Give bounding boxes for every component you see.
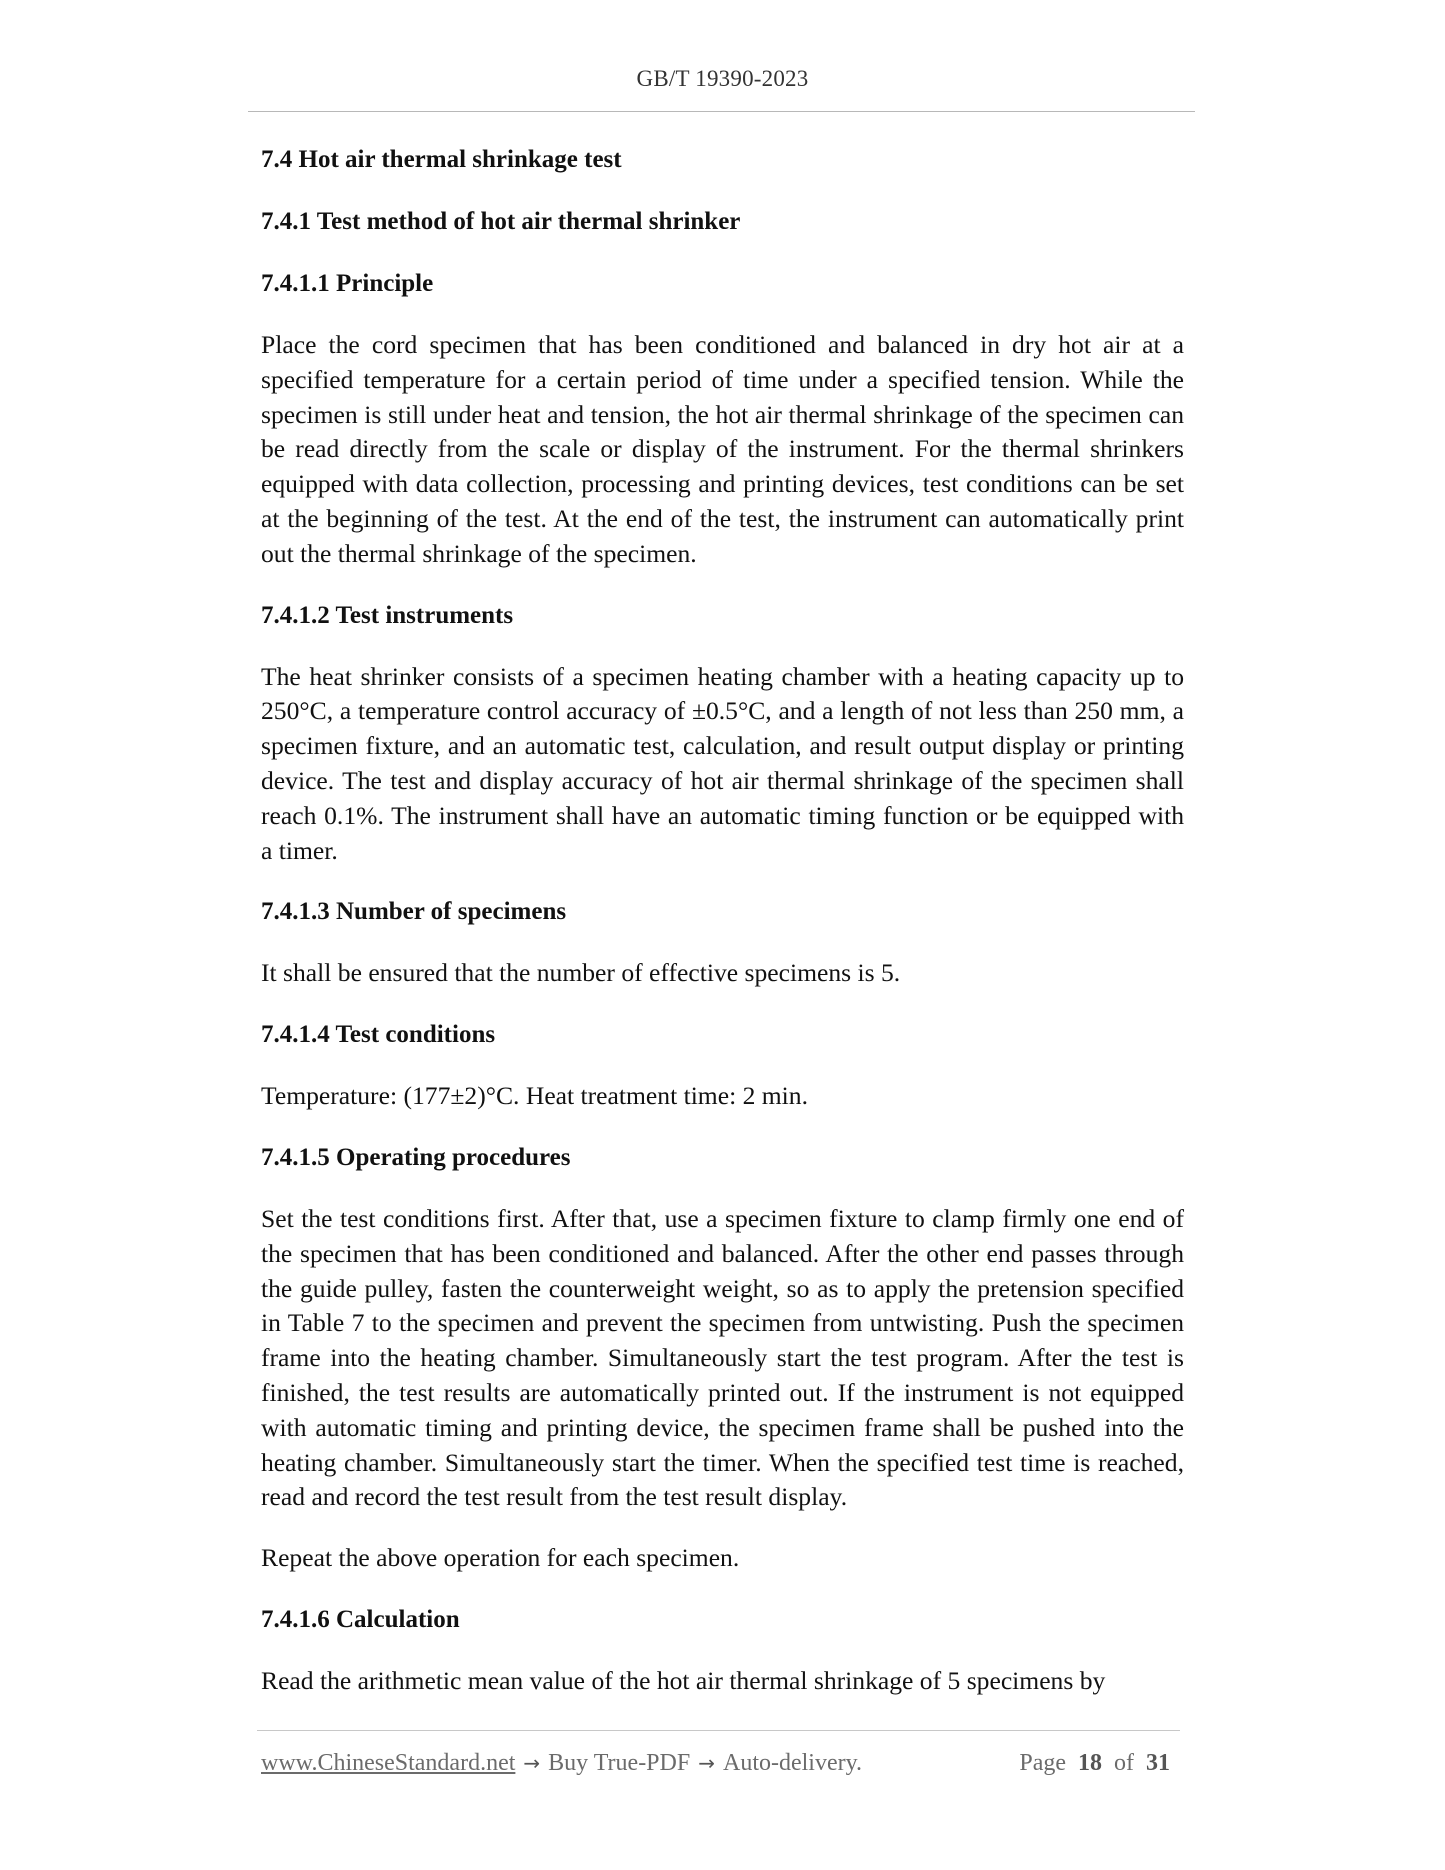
- auto-delivery-text: Auto-delivery.: [722, 1750, 863, 1776]
- body-paragraph: Temperature: (177±2)°C. Heat treatment time: 2 min.: [261, 1081, 808, 1111]
- footer-divider: [257, 1730, 1180, 1731]
- section-heading: 7.4.1 Test method of hot air thermal shrinker: [261, 208, 741, 235]
- body-paragraph: Repeat the above operation for each specimen.: [261, 1543, 740, 1573]
- page-of-label: of: [1114, 1750, 1134, 1776]
- page-label: Page: [1019, 1750, 1066, 1776]
- buy-pdf-text: Buy True-PDF: [548, 1750, 691, 1776]
- site-link[interactable]: www.ChineseStandard.net: [261, 1750, 516, 1776]
- section-heading: 7.4.1.3 Number of specimens: [261, 898, 567, 926]
- header-divider: [248, 111, 1195, 112]
- body-paragraph: Set the test conditions first. After that, use a specimen fixture to clamp firmly one end of the specimen that has been conditioned and balanced. After the other end passes through the guide pulley, fasten the counterweight weight, so as to apply the pretension specified in Table 7 to the specimen and prevent the specimen from untwisting. Push the specimen frame into the heating chamber. Simultaneously start the test program. After the test is finished, the test results are automatically printed out. If the instrument is not equipped with automatic timing and printing device, the specimen frame shall be pushed into the heating chamber. Simultaneously start the timer. When the specified test time is reached, read and record the test result from the test result display.: [261, 1203, 1184, 1512]
- body-paragraph: Place the cord specimen that has been conditioned and balanced in dry hot air at a specified temperature for a certain period of time under a specified tension. While the specimen is still under heat and tension, the hot air thermal shrinkage of the specimen can be read directly from the scale or display of the instrument. For the thermal shrinkers equipped with data collection, processing and printing devices, test conditions can be set at the beginning of the test. At the end of the test, the instrument can automatically print out the thermal shrinkage of the specimen.: [261, 330, 1184, 568]
- document-body: [261, 142, 1184, 1725]
- body-paragraph: The heat shrinker consists of a specimen heating chamber with a heating capacity up to 250°C, a temperature control accuracy of ±0.5°C, and a length of not less than 250 mm, a specimen fixture, and an automatic test, calculation, and result output display or printing device. The test and display accuracy of hot air thermal shrinkage of the specimen shall reach 0.1%. The instrument shall have an automatic timing function or be equipped with a timer.: [261, 661, 1184, 865]
- page-total: 31: [1146, 1750, 1170, 1776]
- footer-promo: [261, 1750, 862, 1777]
- arrow-right-icon: →: [698, 1751, 715, 1775]
- section-heading: 7.4.1.4 Test conditions: [261, 1021, 496, 1049]
- section-heading: 7.4.1.2 Test instruments: [261, 601, 514, 629]
- page-footer: [261, 1750, 1176, 1777]
- body-paragraph: Read the arithmetic mean value of the hot air thermal shrinkage of 5 specimens by: [261, 1665, 1106, 1695]
- section-heading: 7.4.1.1 Principle: [261, 270, 434, 297]
- document-header-code: GB/T 19390-2023: [636, 66, 809, 91]
- page-indicator: [1019, 1750, 1176, 1777]
- section-heading: 7.4 Hot air thermal shrinkage test: [261, 146, 622, 173]
- arrow-right-icon: →: [523, 1751, 541, 1775]
- page-current: 18: [1078, 1750, 1102, 1776]
- section-heading: 7.4.1.5 Operating procedures: [261, 1143, 571, 1171]
- body-paragraph: It shall be ensured that the number of effective specimens is 5.: [261, 958, 901, 988]
- section-heading: 7.4.1.6 Calculation: [261, 1605, 460, 1633]
